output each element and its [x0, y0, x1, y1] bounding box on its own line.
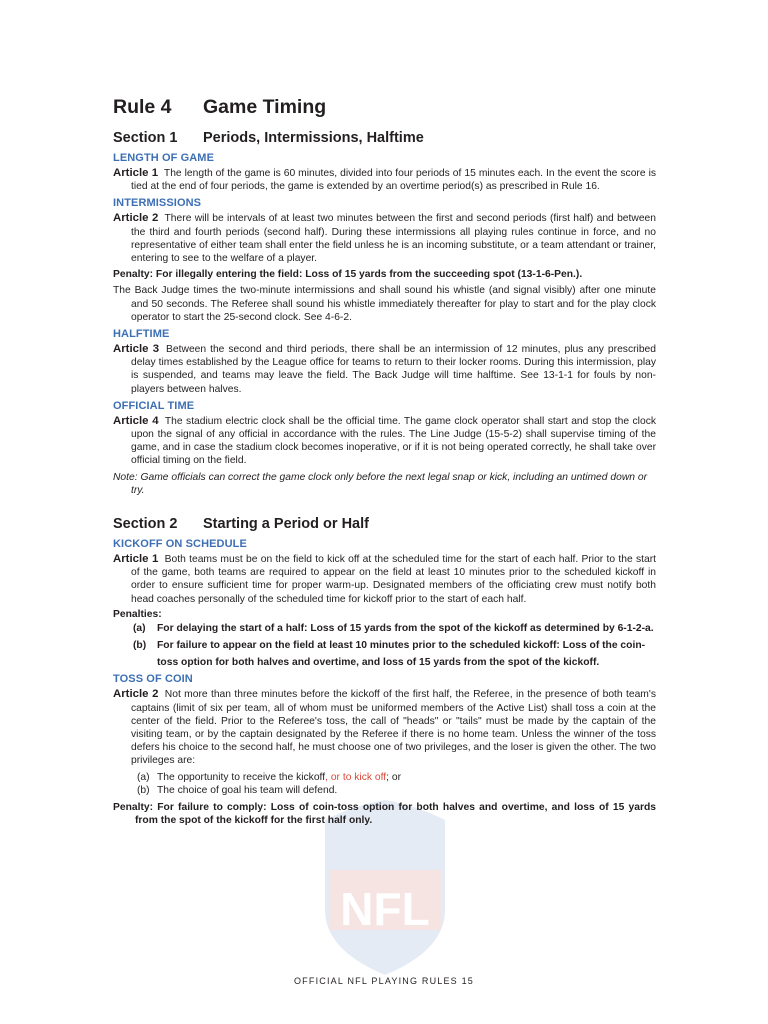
penalty-item-a: [113, 621, 656, 638]
article-label: Article 3: [113, 343, 160, 356]
list-marker: (a): [133, 622, 146, 634]
s1-article-4: [113, 415, 656, 468]
penalties-label: Penalties:: [113, 608, 162, 620]
rule-title: Game Timing: [203, 96, 327, 118]
section-2-number: Section 2: [113, 516, 178, 533]
article-text: Both teams must be on the field to kick off at the scheduled time for the start of each half. Prior to the start of the game, both teams are required to appear on the field at least 10 minutes prior to the scheduled kickoff in order to ensure sufficient time for proper warm-up. Designated members of the officiating crew must notify both head coaches personally of the scheduled time for kickoff prior to the start of each half.: [131, 554, 656, 605]
section-2-heading: [113, 516, 656, 532]
section-1-number: Section 1: [113, 130, 178, 146]
s1-article-2: [113, 212, 656, 265]
s2-article-2: [113, 688, 656, 767]
kickoff-on-schedule-heading: KICKOFF ON SCHEDULE: [113, 538, 247, 551]
article-text: Not more than three minutes before the kickoff of the first half, the Referee, in the presence of both team's captains (limit of six per team, all of whom must be uniformed members of the Active List) shall toss a coin at the center of the field. Prior to the Referee's toss, the call of "heads" or "tails" must be made by the captain of the visiting team, or by the captain designated by the Referee if there is no home team. Unless the winner of the toss defers his choice to the second half, he must choose one of two privileges, and the loser is given the other. The two privileges are:: [131, 689, 656, 767]
section-1-title: Periods, Intermissions, Halftime: [203, 130, 424, 146]
article-label: Article 4: [113, 414, 159, 427]
article-label: Article 1: [113, 553, 159, 566]
penalty-item-b: [113, 638, 656, 671]
list-marker: (a): [137, 771, 150, 783]
penalty-text: For delaying the start of a half: Loss of 15 yards from the spot of the kickoff as determined by 6-1-2-a.: [157, 622, 654, 634]
article-label: Article 1: [113, 167, 159, 179]
privilege-text: The opportunity to receive the kickoff: [157, 771, 326, 783]
privilege-a: [113, 771, 656, 784]
list-marker: (b): [137, 784, 150, 796]
privilege-text-end: ; or: [386, 771, 402, 783]
section-1-heading: [113, 130, 656, 146]
s1-article-3: [113, 343, 656, 396]
article-text: Between the second and third periods, there shall be an intermission of 12 minutes, plus any prescribed delay times established by the League office for teams to return to their locker rooms. During this intermission, play is suspended, and teams may leave the field. The Back Judge will time halftime. See 13-1-1 for fouls by non-players between halves.: [131, 344, 656, 395]
article-label: Article 2: [113, 688, 159, 701]
clock-note: Note: Game officials can correct the game clock only before the next legal snap or kick, including an untimed down or try.: [113, 471, 648, 496]
intermissions-heading: INTERMISSIONS: [113, 197, 202, 210]
privilege-b: [113, 784, 656, 797]
official-time-heading: OFFICIAL TIME: [113, 399, 195, 412]
privilege-inserted-text: , or to kick off: [325, 771, 387, 783]
s2-article-1: [113, 553, 656, 606]
section-2-title: Starting a Period or Half: [203, 516, 369, 533]
list-marker: (b): [133, 640, 147, 652]
penalty-illegal-entry: Penalty: For illegally entering the field: Loss of 15 yards from the succeeding spot (13-1-6-Pen.).: [113, 269, 583, 281]
page-footer: OFFICIAL NFL PLAYING RULES 15: [293, 976, 474, 986]
rule-heading: [113, 96, 656, 119]
toss-of-coin-heading: TOSS OF COIN: [113, 673, 193, 686]
article-text: There will be intervals of at least two minutes between the first and second periods (first half) and between the third and fourth periods (second half). During these intermissions all playing rules continue in force, and no representative of either team shall enter the field unless he is an incoming substitute, or a team attendant or trainer, entering to see to the welfare of a player.: [131, 213, 656, 265]
length-of-game-heading: LENGTH OF GAME: [113, 152, 215, 164]
article-text: The length of the game is 60 minutes, divided into four periods of 15 minutes each. In the event the score is tied at the end of four periods, the game is extended by an overtime period(s) as prescribed in Rule 16.: [131, 168, 657, 193]
penalty-coin-toss: Penalty: For failure to comply: Loss of coin-toss option for both halves and overtime, and loss of 15 yards from the spot of the kickoff for the first half only.: [113, 802, 656, 827]
rule-number: Rule 4: [113, 96, 172, 118]
penalty-text: For failure to appear on the field at least 10 minutes prior to the scheduled kickoff: Loss of the coin-toss option for both halves and overtime, and loss of 15 yards from the spot of the kickoff.: [157, 640, 646, 668]
rule-page: [113, 96, 656, 830]
back-judge-paragraph: The Back Judge times the two-minute intermissions and shall sound his whistle (and signal visibly) after one minute and 50 seconds. The Referee shall sound his whistle immediately thereafter for play to start and for the play clock operator to start the 25-second clock. See 4-6-2.: [113, 285, 656, 323]
watermark-text: NFL: [340, 883, 430, 935]
privilege-text: The choice of goal his team will defend.: [157, 784, 338, 796]
article-label: Article 2: [113, 212, 159, 225]
halftime-heading: HALFTIME: [113, 328, 170, 341]
s1-article-1: [113, 167, 656, 193]
article-text: The stadium electric clock shall be the official time. The game clock operator shall start and stop the clock upon the signal of any official in accordance with the rules. The Line Judge (15-5-2) shall supervise timing of the game, and in case the stadium clock becomes inoperative, or if it is not being operated correctly, he shall take over official timing on the field.: [131, 415, 656, 467]
